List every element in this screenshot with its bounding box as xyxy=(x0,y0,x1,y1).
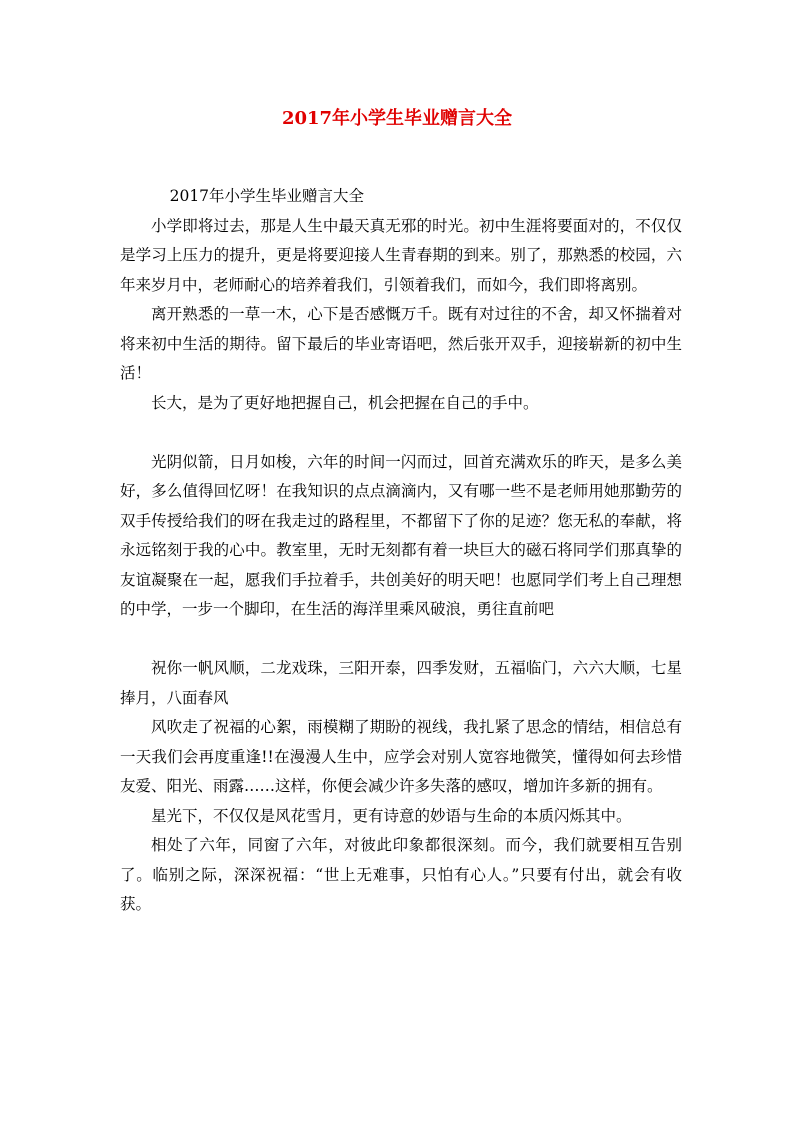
subtitle-paragraph: 2017年小学生毕业赠言大全 xyxy=(169,187,365,205)
blank-line xyxy=(120,418,682,448)
paragraph: 相处了六年，同窗了六年，对彼此印象都很深刻。而今，我们就要相互告别了。临别之际，深深祝福：“世上无难事，只怕有心人。”只要有付出，就会有收获。 xyxy=(120,836,682,913)
paragraph: 光阴似箭，日月如梭，六年的时间一闪而过，回首充满欢乐的昨天，是多么美好，多么值得回忆呀！在我知识的点点滴滴内，又有哪一些不是老师用她那勤劳的双手传授给我们的呀在我走过的路程里，不都留下了你的足迹？您无私的奉献，将永远铭刻于我的心中。教室里，无时无刻都有着一块巨大的磁石将同学们那真挚的友谊凝聚在一起，愿我们手拉着手，共创美好的明天吧！也愿同学们考上自己理想的中学，一步一个脚印，在生活的海洋里乘风破浪，勇往直前吧 xyxy=(120,452,682,618)
document-body xyxy=(120,182,682,920)
paragraph: 风吹走了祝福的心絮，雨模糊了期盼的视线，我扎紧了思念的情结，相信总有一天我们会再度重逢!!在漫漫人生中，应学会对别人宽容地微笑，懂得如何去珍惜友爱、阳光、雨露……这样，你便会减少许多失落的感叹，增加许多新的拥有。 xyxy=(120,718,682,795)
blank-line xyxy=(120,625,682,655)
paragraph: 长大，是为了更好地把握自己，机会把握在自己的手中。 xyxy=(151,393,539,412)
paragraph: 星光下，不仅仅是风花雪月，更有诗意的妙语与生命的本质闪烁其中。 xyxy=(151,806,632,825)
paragraph: 小学即将过去，那是人生中最天真无邪的时光。初中生涯将要面对的，不仅仅是学习上压力的提升，更是将要迎接人生青春期的到来。别了，那熟悉的校园，六年来岁月中，老师耐心的培养着我们，引领着我们，而如今，我们即将离别。 xyxy=(120,216,682,294)
paragraph: 离开熟悉的一草一木，心下是否感慨万千。既有对过往的不舍，却又怀揣着对将来初中生活的期待。留下最后的毕业寄语吧，然后张开双手，迎接崭新的初中生活！ xyxy=(120,305,682,382)
document-title: 2017年小学生毕业赠言大全 xyxy=(281,108,513,129)
paragraph: 祝你一帆风顺，二龙戏珠，三阳开泰，四季发财，五福临门，六六大顺，七星捧月，八面春风 xyxy=(120,659,682,707)
